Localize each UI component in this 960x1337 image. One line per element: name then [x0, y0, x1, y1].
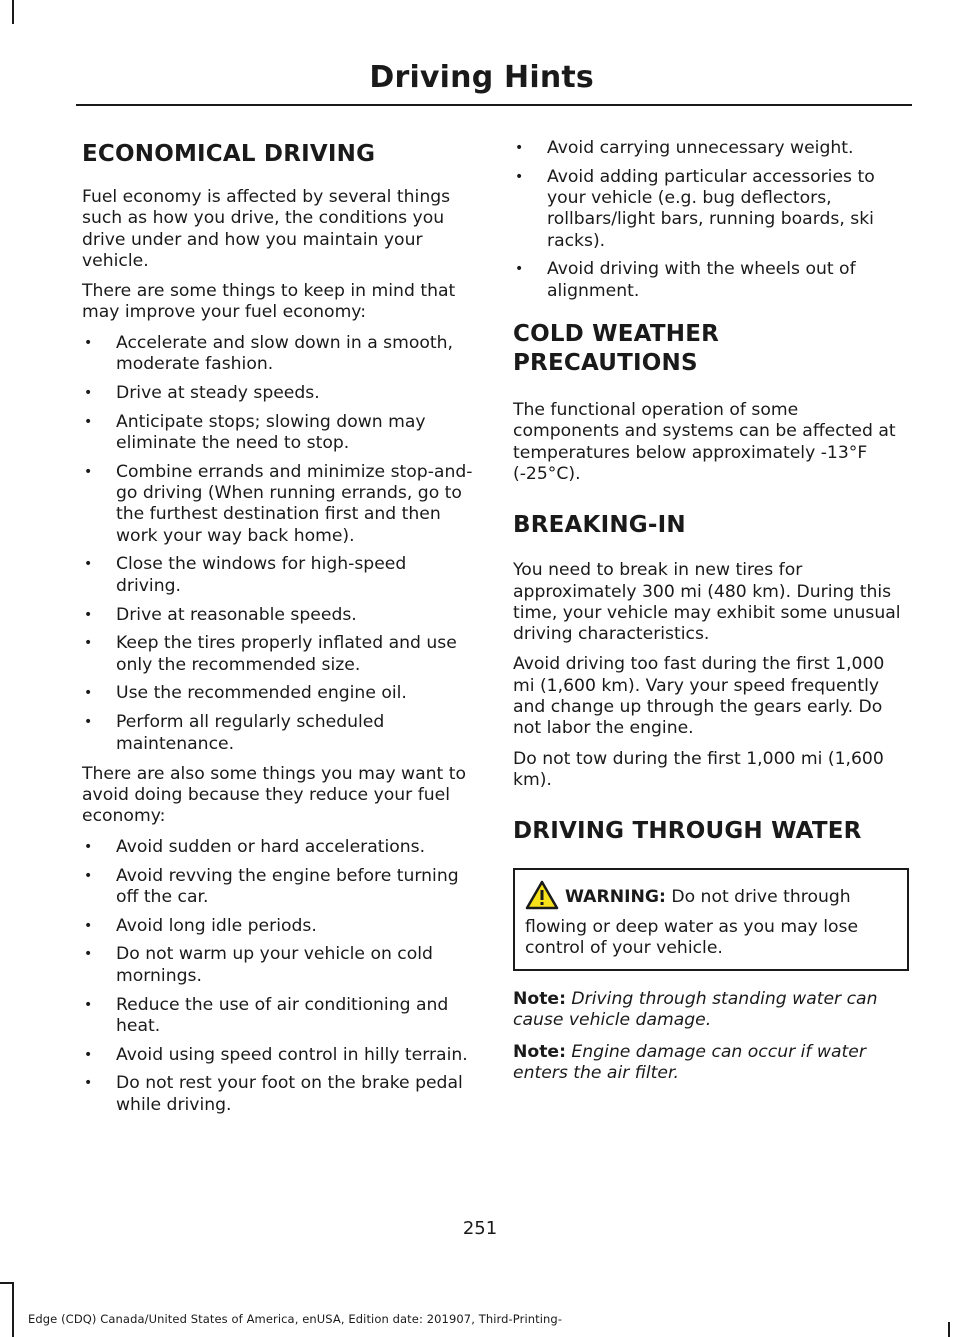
note-text: Engine damage can occur if water enters the air filter.	[513, 1041, 866, 1084]
list-item: • Close the windows for high-speed driving.	[84, 554, 407, 596]
paragraph: The functional operation of some components and systems can be affected at temperatures below approximately -13°F (-25°C).	[513, 400, 896, 484]
bullet-icon: •	[84, 996, 93, 1013]
list-item: • Avoid adding particular accessories to your vehicle (e.g. bug deflectors, rollbars/light bars, running boards, ski racks).	[515, 166, 875, 251]
paragraph: There are also some things you may want to avoid doing because they reduce your fuel economy:	[82, 763, 466, 827]
list-item: • Avoid revving the engine before turning off the car.	[84, 865, 459, 907]
list-item: • Avoid using speed control in hilly terrain.	[84, 1044, 468, 1065]
list-item: • Perform all regularly scheduled maintenance.	[84, 712, 385, 754]
bullet-icon: •	[84, 384, 93, 401]
right-column	[513, 138, 909, 1094]
bullet-icon: •	[84, 714, 93, 731]
list-item: • Keep the tires properly inflated and use only the recommended size.	[84, 633, 457, 675]
list-item: • Accelerate and slow down in a smooth, moderate fashion.	[84, 332, 454, 375]
crop-mark	[0, 1282, 14, 1284]
list-item: • Do not warm up your vehicle on cold mornings.	[84, 944, 433, 986]
list-item: • Use the recommended engine oil.	[84, 683, 407, 704]
bullet-icon: •	[84, 838, 93, 855]
paragraph: Fuel economy is affected by several things such as how you drive, the conditions you drive under and how you maintain your vehicle.	[82, 187, 451, 271]
list-item: • Anticipate stops; slowing down may eliminate the need to stop.	[84, 411, 426, 453]
paragraph: There are some things to keep in mind that may improve your fuel economy:	[82, 281, 456, 323]
note-label: Note:	[513, 1041, 566, 1062]
bullet-icon: •	[84, 334, 93, 351]
improve-list	[82, 333, 476, 755]
bullet-icon: •	[84, 606, 93, 623]
section-heading-breaking-in: BREAKING-IN	[513, 512, 686, 539]
list-item: • Combine errands and minimize stop-and-go driving (When running errands, go to the furthest destination first and then work your way back home).	[84, 461, 473, 546]
paragraph: Avoid driving too fast during the first 1,000 mi (1,600 km). Vary your speed frequently and change up through the gears early. Do not labor the engine.	[513, 654, 885, 739]
avoid-list-continued	[513, 138, 909, 302]
bullet-icon: •	[515, 261, 524, 278]
section-heading-driving-through-water: DRIVING THROUGH WATER	[513, 818, 862, 845]
bullet-icon: •	[84, 946, 93, 963]
paragraph: You need to break in new tires for approximately 300 mi (480 km). During this time, your vehicle may exhibit some unusual driving characteristics.	[513, 560, 901, 645]
note-label: Note:	[513, 989, 566, 1010]
bullet-icon: •	[84, 1075, 93, 1092]
list-item: • Reduce the use of air conditioning and heat.	[84, 994, 449, 1036]
section-heading-economical-driving: ECONOMICAL DRIVING	[82, 141, 376, 167]
note	[513, 1042, 909, 1085]
bullet-icon: •	[515, 140, 524, 156]
warning-text: Do not drive through flowing or deep water as you may lose control of your vehicle.	[525, 887, 859, 958]
list-item: • Do not rest your foot on the brake pedal while driving.	[84, 1073, 463, 1115]
bullet-icon: •	[84, 463, 93, 480]
header-divider	[76, 104, 912, 106]
warning-label: WARNING:	[565, 887, 666, 908]
list-item: • Avoid driving with the wheels out of alignment.	[515, 259, 856, 301]
paragraph: Do not tow during the first 1,000 mi (1,600 km).	[513, 748, 884, 790]
list-item: • Avoid carrying unnecessary weight.	[515, 138, 854, 158]
section-heading-cold-weather: COLD WEATHER PRECAUTIONS	[513, 321, 720, 377]
list-item: • Drive at reasonable speeds.	[84, 604, 357, 625]
bullet-icon: •	[84, 556, 93, 573]
bullet-icon: •	[84, 1046, 93, 1063]
list-item: • Drive at steady speeds.	[84, 382, 320, 403]
bullet-icon: •	[84, 867, 93, 884]
crop-mark	[12, 1282, 14, 1337]
warning-triangle-icon	[525, 880, 559, 916]
page-number: 251	[462, 1218, 498, 1239]
bullet-icon: •	[84, 413, 93, 430]
bullet-icon: •	[84, 917, 93, 934]
edition-footer: Edge (CDQ) Canada/United States of America, enUSA, Edition date: 201907, Third-Printing-	[28, 1312, 563, 1326]
bullet-icon: •	[515, 168, 524, 185]
page-title: Driving Hints	[369, 60, 594, 95]
left-column	[82, 140, 476, 1125]
crop-mark	[948, 1322, 950, 1337]
list-item: • Avoid long idle periods.	[84, 915, 317, 936]
note	[513, 989, 909, 1032]
list-item: • Avoid sudden or hard accelerations.	[84, 836, 426, 857]
avoid-list	[82, 837, 476, 1116]
bullet-icon: •	[84, 685, 93, 702]
note-text: Driving through standing water can cause vehicle damage.	[513, 989, 878, 1031]
warning-box	[513, 868, 909, 971]
crop-mark	[12, 0, 14, 24]
bullet-icon: •	[84, 635, 93, 652]
